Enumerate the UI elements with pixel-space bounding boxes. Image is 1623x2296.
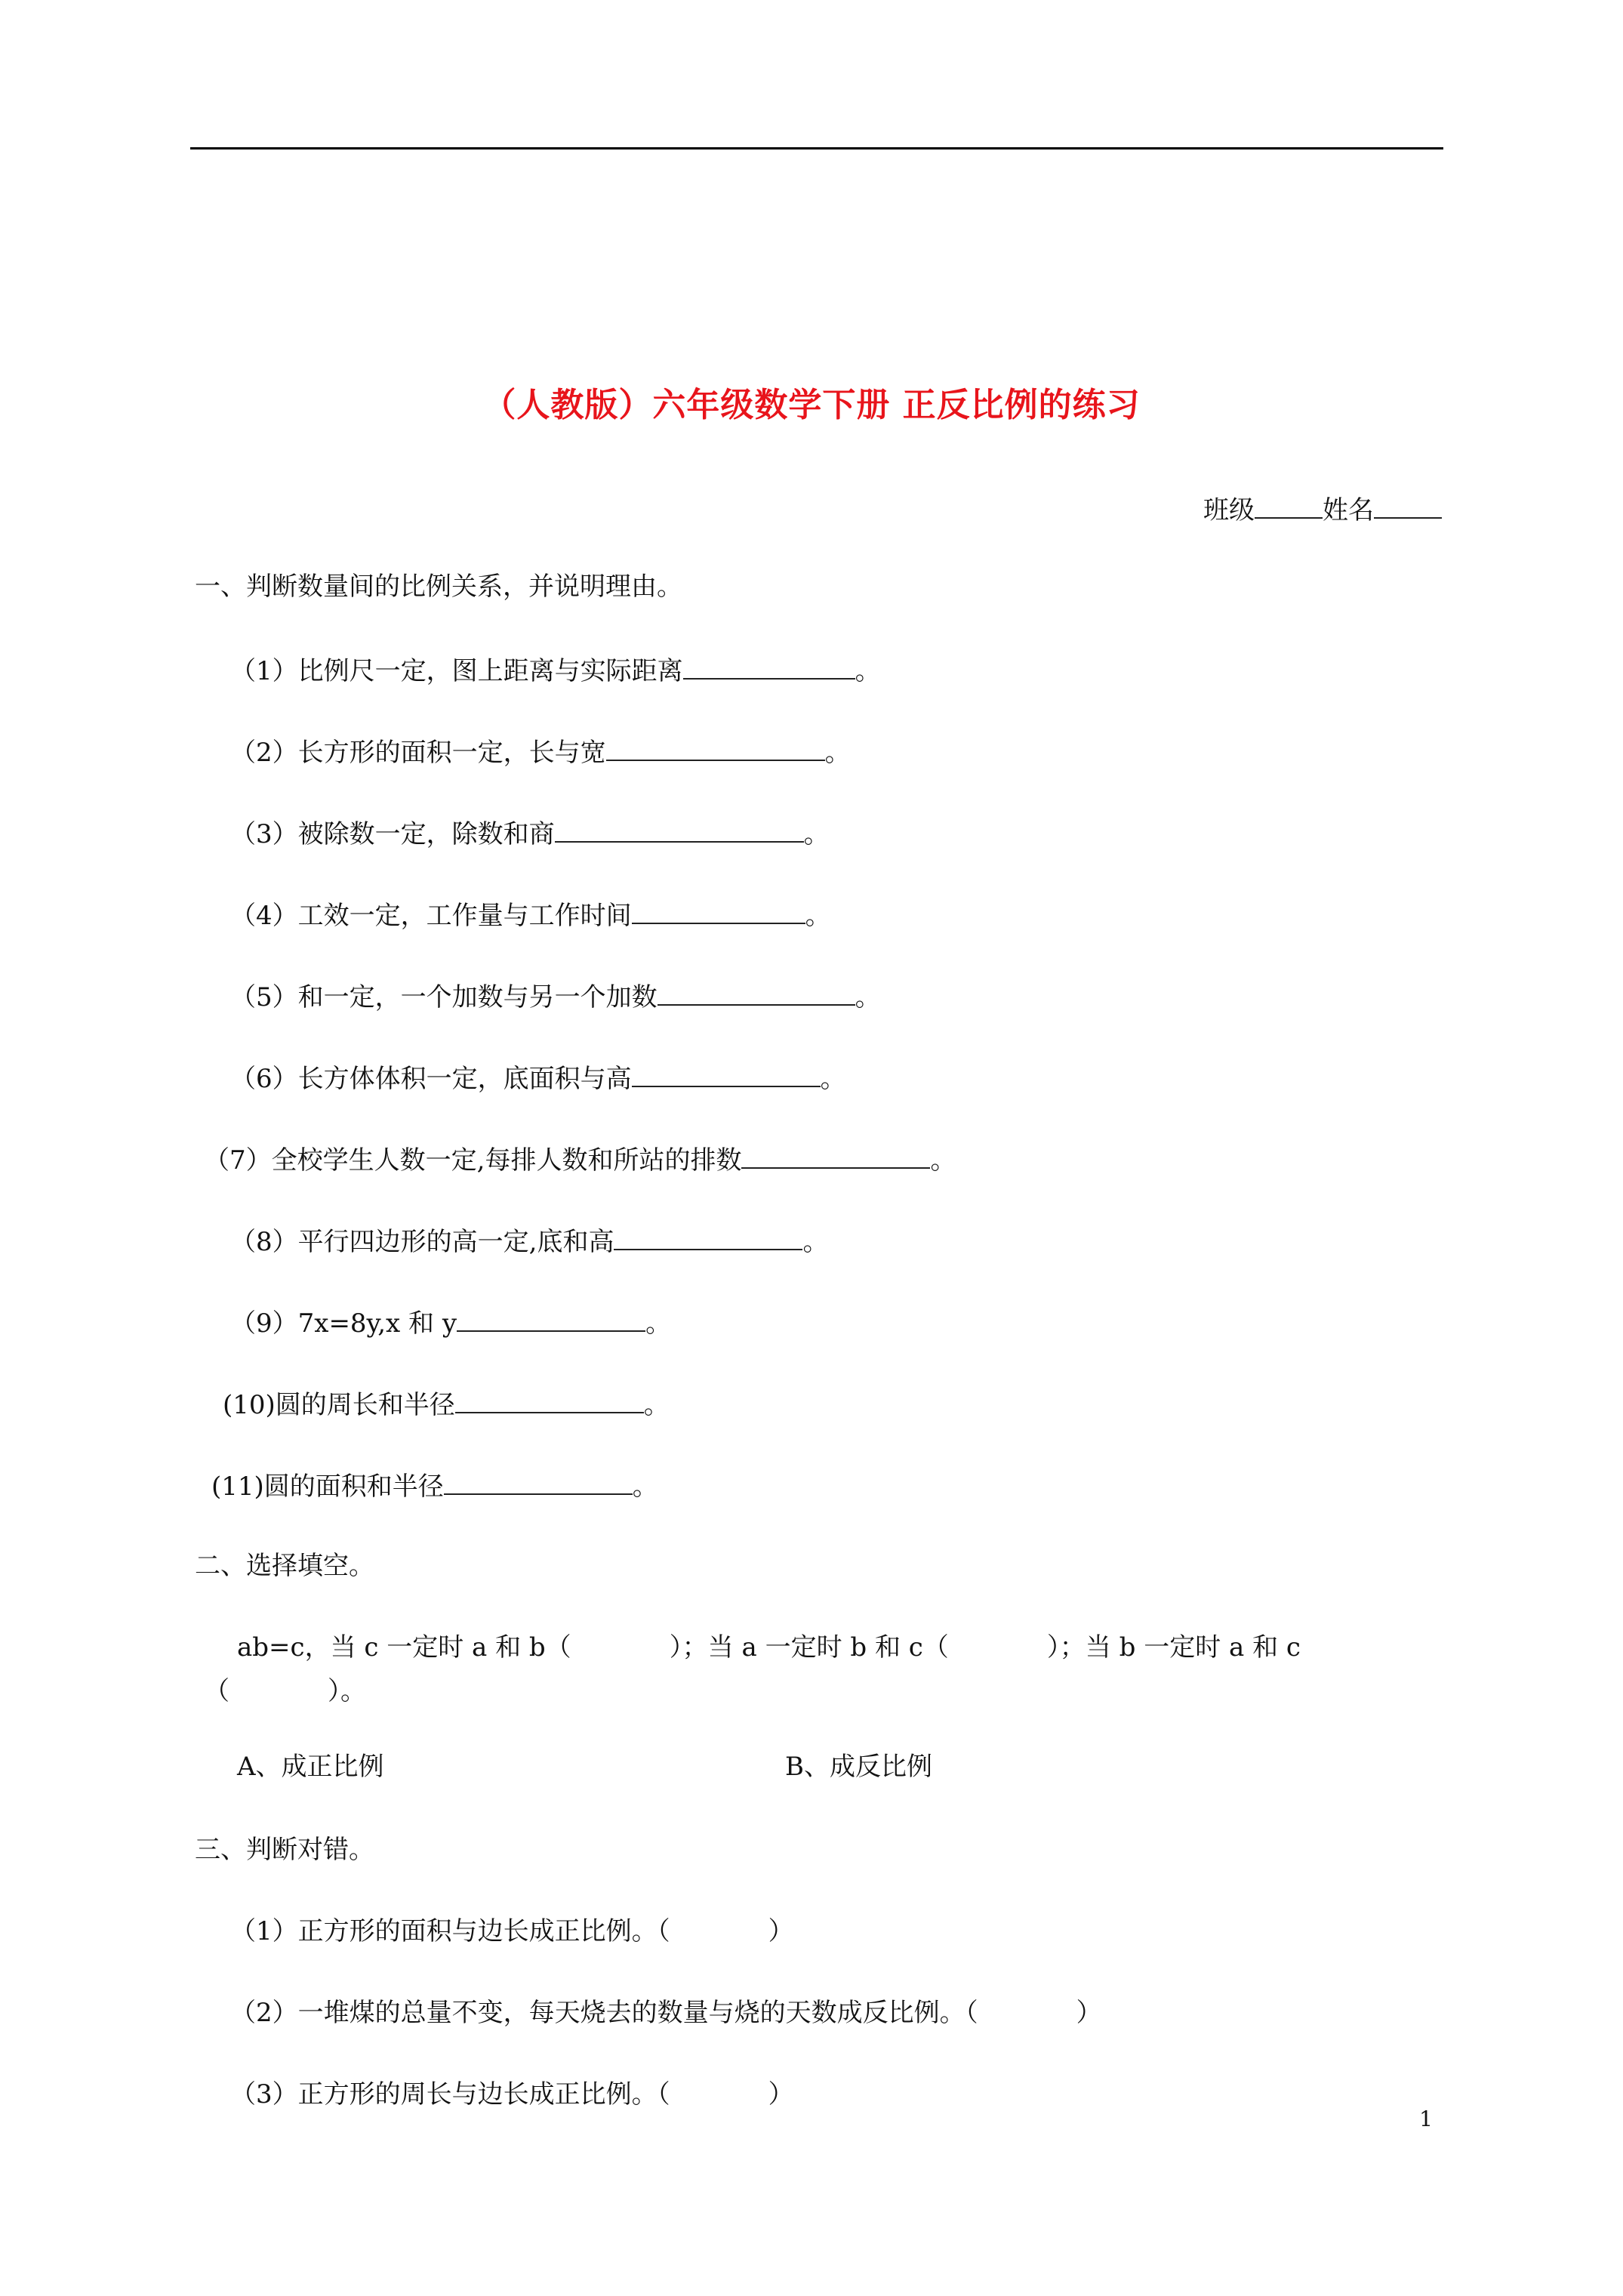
- s2-option-b: B、成反比例: [785, 1752, 932, 1782]
- class-blank[interactable]: [1255, 492, 1323, 519]
- period: 。: [645, 1308, 672, 1339]
- period: 。: [632, 1472, 658, 1502]
- header-rule: [190, 147, 1443, 149]
- s1-item-10-blank[interactable]: [455, 1386, 644, 1413]
- s1-item-3: [230, 815, 830, 851]
- period: 。: [930, 1145, 956, 1176]
- s1-item-1: [230, 652, 881, 688]
- s1-item-11-blank[interactable]: [444, 1468, 633, 1495]
- s1-item-7-blank[interactable]: [741, 1142, 930, 1169]
- s2-question-line1: [237, 1631, 1301, 1664]
- s2-question-part1: ab=c，当 c 一定时 a 和 b（: [237, 1632, 571, 1663]
- s1-item-7: [204, 1142, 956, 1177]
- s1-item-2-blank[interactable]: [606, 734, 825, 761]
- s1-item-3-blank[interactable]: [555, 815, 804, 843]
- s1-item-5: [230, 978, 881, 1014]
- s3-item-2: [230, 1996, 1102, 2029]
- s2-question-part3: ）；当 b 一定时 a 和 c: [1046, 1632, 1301, 1663]
- s2-question-line2: [204, 1675, 366, 1708]
- s1-item-10-label: (10)圆的周长和半径: [223, 1390, 455, 1420]
- period: 。: [824, 738, 851, 768]
- s1-item-1-label: （1）比例尺一定，图上距离与实际距离: [230, 656, 683, 686]
- s1-item-8: [230, 1223, 828, 1259]
- s1-item-9-blank[interactable]: [457, 1305, 645, 1332]
- page-number: 1: [1419, 2106, 1433, 2131]
- period: 。: [803, 819, 830, 849]
- s3-item-1: [230, 1915, 794, 1948]
- close-paren: ）: [768, 1916, 794, 1946]
- class-name-fields: [1203, 489, 1442, 526]
- s3-item-2-text: （2）一堆煤的总量不变，每天烧去的数量与烧的天数成反比例。（: [230, 1998, 978, 2028]
- close-paren: ）: [1076, 1998, 1102, 2028]
- period: 。: [820, 1064, 846, 1094]
- s1-item-4-blank[interactable]: [632, 897, 805, 924]
- s1-item-2-label: （2）长方形的面积一定，长与宽: [230, 738, 606, 768]
- s2-option-a: A、成正比例: [237, 1752, 384, 1782]
- period: 。: [855, 656, 881, 686]
- s3-item-3: [230, 2078, 794, 2111]
- s1-item-5-blank[interactable]: [658, 978, 855, 1006]
- s1-item-6-label: （6）长方体体积一定，底面积与高: [230, 1064, 632, 1094]
- s1-item-11: [211, 1468, 658, 1503]
- s1-item-8-blank[interactable]: [614, 1223, 802, 1250]
- period: 。: [643, 1390, 670, 1420]
- s1-item-9-label: （9）7x=8y,x 和 y: [230, 1308, 457, 1339]
- section1-heading: 一、判断数量间的比例关系，并说明理由。: [195, 572, 682, 602]
- s1-item-6-blank[interactable]: [632, 1060, 821, 1087]
- s1-item-10: [223, 1386, 670, 1422]
- s1-item-9: [230, 1305, 671, 1340]
- s1-item-4: [230, 897, 831, 932]
- s1-item-5-label: （5）和一定，一个加数与另一个加数: [230, 982, 658, 1012]
- s1-item-2: [230, 734, 851, 769]
- s1-item-8-label: （8）平行四边形的高一定,底和高: [230, 1227, 614, 1257]
- s1-item-1-blank[interactable]: [683, 652, 855, 680]
- close-paren: ）。: [328, 1676, 366, 1706]
- s1-item-6: [230, 1060, 846, 1096]
- name-label: 姓名: [1323, 495, 1374, 525]
- class-label: 班级: [1203, 495, 1255, 525]
- s2-question-part2: ）；当 a 一定时 b 和 c（: [669, 1632, 949, 1663]
- document-title: （人教版）六年级数学下册 正反比例的练习: [482, 386, 1141, 424]
- name-blank[interactable]: [1374, 492, 1442, 519]
- close-paren: ）: [768, 2079, 794, 2110]
- s1-item-3-label: （3）被除数一定，除数和商: [230, 819, 555, 849]
- period: 。: [802, 1227, 829, 1257]
- s3-item-1-text: （1）正方形的面积与边长成正比例。（: [230, 1916, 670, 1946]
- period: 。: [805, 901, 831, 931]
- section3-heading: 三、判断对错。: [195, 1835, 374, 1865]
- section2-heading: 二、选择填空。: [195, 1551, 374, 1581]
- s1-item-11-label: (11)圆的面积和半径: [211, 1472, 444, 1502]
- open-paren: （: [204, 1676, 229, 1706]
- period: 。: [855, 982, 881, 1012]
- s1-item-7-label: （7）全校学生人数一定,每排人数和所站的排数: [204, 1145, 742, 1176]
- s3-item-3-text: （3）正方形的周长与边长成正比例。（: [230, 2079, 670, 2110]
- s1-item-4-label: （4）工效一定，工作量与工作时间: [230, 901, 632, 931]
